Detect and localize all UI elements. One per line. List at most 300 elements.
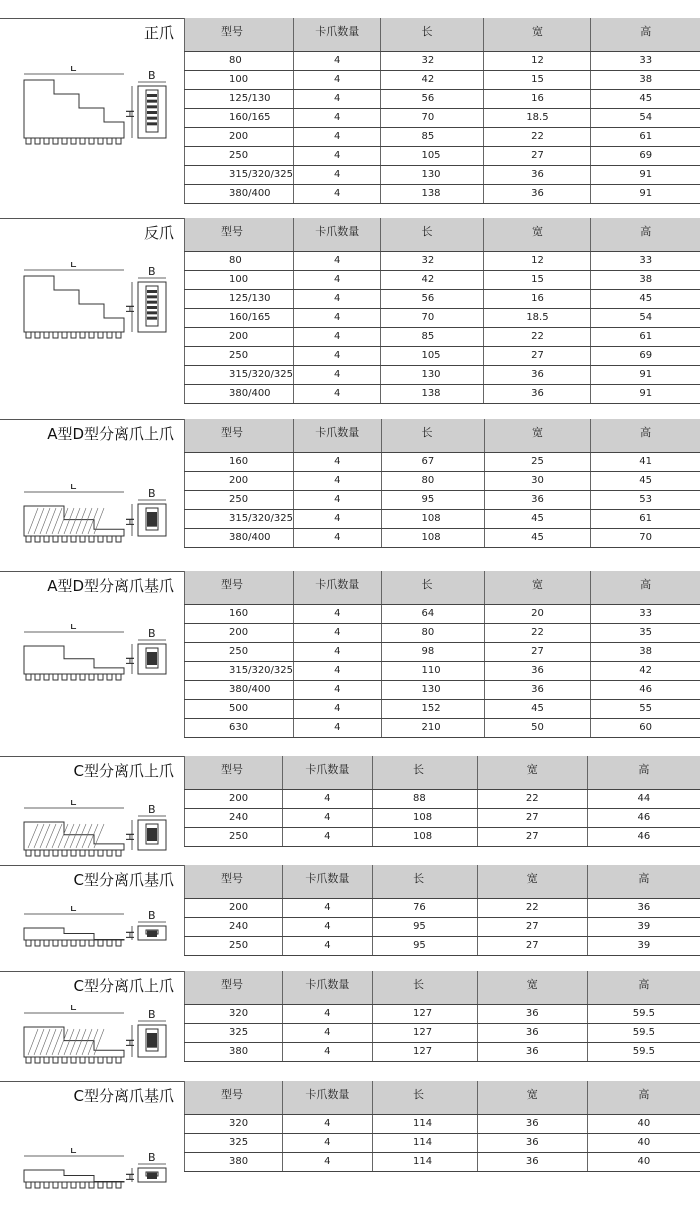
table-cell: 18.5 [484, 308, 591, 327]
table-cell: 59.5 [587, 1004, 700, 1023]
table-cell: 27 [484, 346, 591, 365]
table-cell: 36 [587, 898, 700, 917]
serration-teeth [24, 940, 121, 946]
dim-L-label: L [70, 1005, 77, 1013]
section-title: A型D型分离爪上爪 [47, 425, 174, 443]
hatch-line [76, 508, 86, 534]
table-cell: 69 [591, 346, 700, 365]
table-cell: 27 [477, 936, 587, 955]
column-header: 型号 [185, 571, 294, 604]
dim-L-label: L [70, 1148, 77, 1156]
hatch-line [70, 508, 80, 534]
table-row [185, 146, 700, 165]
table-cell: 100 [185, 270, 294, 289]
dim-L-label: L [70, 624, 77, 632]
table-header-row [185, 1081, 700, 1114]
table-cell: 320 [185, 1114, 283, 1133]
table-cell: 4 [294, 718, 382, 737]
side-view-teeth [147, 662, 157, 665]
table-cell: 138 [381, 184, 484, 203]
dim-B-label: B [148, 803, 156, 816]
table-cell: 380/400 [185, 384, 294, 403]
table-cell: 30 [484, 471, 591, 490]
table-cell: 4 [294, 661, 382, 680]
serration-teeth [24, 674, 121, 680]
spec-table [184, 865, 700, 956]
table-cell: 4 [282, 1004, 372, 1023]
table-cell: 91 [591, 184, 700, 203]
hatch-line [64, 1029, 74, 1055]
table-cell: 380 [185, 1042, 283, 1061]
dim-H-label: H [124, 304, 137, 313]
side-view-teeth [147, 524, 157, 527]
table-row [185, 270, 700, 289]
table-cell: 4 [294, 184, 381, 203]
table-cell: 200 [185, 327, 294, 346]
table-cell: 27 [477, 808, 587, 827]
table-header-row [185, 756, 700, 789]
table-cell: 108 [381, 509, 484, 528]
hatch-line [88, 824, 98, 848]
table-cell: 91 [591, 365, 700, 384]
table-row [185, 661, 700, 680]
table-cell: 4 [282, 1042, 372, 1061]
table-cell: 500 [185, 699, 294, 718]
table-cell: 4 [282, 1133, 372, 1152]
jaw-body-outline [24, 276, 124, 332]
serration-teeth [24, 1057, 121, 1063]
table-cell: 95 [373, 936, 478, 955]
dim-H-label: H [124, 517, 137, 526]
dim-H-label: H [124, 832, 137, 841]
table-row [185, 165, 700, 184]
table-cell: 36 [484, 184, 591, 203]
table-cell: 36 [484, 661, 591, 680]
hatch-line [76, 824, 86, 848]
table-cell: 4 [294, 289, 381, 308]
column-header: 长 [381, 218, 484, 251]
table-row [185, 51, 700, 70]
table-cell: 44 [587, 789, 700, 808]
table-cell: 380 [185, 1152, 283, 1171]
column-header: 型号 [185, 218, 294, 251]
table-cell: 325 [185, 1133, 283, 1152]
dim-H-label: H [124, 930, 137, 939]
hatch-line [94, 824, 104, 848]
table-row [185, 184, 700, 203]
spec-table [184, 218, 700, 404]
table-cell: 315/320/325 [185, 661, 294, 680]
table-cell: 16 [484, 89, 591, 108]
jaw-body-outline [24, 928, 124, 940]
table-cell: 4 [282, 1114, 372, 1133]
column-header: 宽 [477, 1081, 587, 1114]
table-row [185, 452, 700, 471]
table-cell: 4 [294, 165, 381, 184]
table-row [185, 827, 700, 846]
serration-teeth [24, 536, 121, 542]
table-cell: 36 [484, 680, 591, 699]
hatch-line [28, 824, 38, 848]
column-header: 长 [381, 419, 484, 452]
hatch-line [28, 508, 38, 534]
table-cell: 4 [294, 127, 381, 146]
table-row [185, 604, 700, 623]
column-header: 高 [591, 218, 700, 251]
table-cell: 45 [591, 289, 700, 308]
column-header: 型号 [185, 865, 283, 898]
side-view-teeth [147, 117, 157, 120]
hatch-line [46, 1029, 56, 1055]
table-cell: 22 [484, 127, 591, 146]
hatch-line [52, 1029, 62, 1055]
table-cell: 56 [381, 89, 484, 108]
table-cell: 130 [381, 165, 484, 184]
table-cell: 18.5 [484, 108, 591, 127]
column-header: 长 [373, 865, 478, 898]
table-header-row [185, 571, 700, 604]
dim-B-label: B [148, 909, 156, 922]
table-cell: 45 [484, 509, 591, 528]
column-header: 型号 [185, 756, 283, 789]
section-title: 反爪 [143, 224, 174, 242]
side-view-teeth [147, 301, 157, 304]
table-cell: 36 [484, 165, 591, 184]
table-cell: 250 [185, 827, 283, 846]
column-header: 长 [373, 971, 478, 1004]
table-cell: 12 [484, 51, 591, 70]
table-cell: 40 [587, 1133, 700, 1152]
dim-L-label: L [70, 262, 77, 270]
table-cell: 114 [373, 1114, 478, 1133]
table-cell: 4 [294, 365, 381, 384]
table-cell: 22 [484, 327, 591, 346]
table-cell: 4 [294, 680, 382, 699]
table-cell: 95 [381, 490, 484, 509]
table-cell: 100 [185, 70, 294, 89]
dim-B-label: B [148, 265, 156, 278]
table-cell: 108 [373, 808, 478, 827]
jaw-drawing [24, 1148, 166, 1188]
jaw-drawing [24, 66, 166, 144]
table-cell: 88 [373, 789, 478, 808]
jaw-drawing [24, 262, 166, 338]
table-row [185, 127, 700, 146]
table-cell: 27 [484, 146, 591, 165]
table-cell: 38 [591, 270, 700, 289]
table-cell: 110 [381, 661, 484, 680]
hatch-line [82, 1029, 92, 1055]
dim-L-label: L [70, 800, 77, 808]
jaw-drawing [24, 624, 166, 680]
table-cell: 16 [484, 289, 591, 308]
table-cell: 160 [185, 604, 294, 623]
table-header-row [185, 865, 700, 898]
table-cell: 108 [373, 827, 478, 846]
side-view-teeth [147, 94, 157, 97]
column-header: 宽 [477, 756, 587, 789]
jaw-body-outline [24, 1170, 124, 1182]
spec-table [184, 971, 700, 1062]
table-cell: 200 [185, 789, 283, 808]
column-header: 高 [587, 756, 700, 789]
hatch-line [64, 508, 74, 534]
table-cell: 54 [591, 108, 700, 127]
table-row [185, 365, 700, 384]
jaw-drawing [24, 800, 166, 856]
section-title: A型D型分离爪基爪 [47, 577, 174, 595]
table-cell: 4 [294, 89, 381, 108]
table-cell: 80 [185, 251, 294, 270]
spec-table [184, 1081, 700, 1172]
table-cell: 45 [591, 89, 700, 108]
hatch-line [58, 1029, 68, 1055]
table-cell: 32 [381, 51, 484, 70]
table-cell: 46 [587, 808, 700, 827]
hatch-line [70, 1029, 80, 1055]
table-cell: 4 [294, 490, 382, 509]
table-cell: 380/400 [185, 528, 294, 547]
hatch-line [82, 824, 92, 848]
spec-table [184, 419, 700, 548]
serration-teeth [24, 1182, 121, 1188]
hatch-line [70, 824, 80, 848]
hatch-line [28, 1029, 38, 1055]
table-cell: 33 [591, 51, 700, 70]
hatch-line [34, 1029, 44, 1055]
table-cell: 36 [484, 490, 591, 509]
column-header: 卡爪数量 [282, 1081, 372, 1114]
column-header: 卡爪数量 [282, 971, 372, 1004]
table-cell: 4 [294, 452, 382, 471]
table-cell: 40 [587, 1152, 700, 1171]
column-header: 宽 [484, 571, 591, 604]
jaw-drawing [24, 484, 166, 542]
dim-L-label: L [70, 484, 77, 492]
table-cell: 4 [282, 917, 372, 936]
table-cell: 33 [591, 251, 700, 270]
table-cell: 380/400 [185, 680, 294, 699]
column-header: 高 [587, 971, 700, 1004]
table-cell: 67 [381, 452, 484, 471]
table-cell: 55 [591, 699, 700, 718]
table-row [185, 471, 700, 490]
table-cell: 4 [294, 471, 382, 490]
table-cell: 4 [294, 384, 381, 403]
table-row [185, 1023, 700, 1042]
table-cell: 4 [282, 808, 372, 827]
table-cell: 114 [373, 1133, 478, 1152]
table-cell: 15 [484, 270, 591, 289]
table-cell: 250 [185, 146, 294, 165]
column-header: 长 [373, 756, 478, 789]
table-cell: 4 [294, 528, 382, 547]
table-cell: 4 [282, 827, 372, 846]
table-cell: 80 [381, 471, 484, 490]
table-cell: 76 [373, 898, 478, 917]
table-cell: 33 [591, 604, 700, 623]
table-row [185, 528, 700, 547]
table-row [185, 1114, 700, 1133]
jaw-figure [4, 624, 182, 690]
section-title: 正爪 [143, 24, 174, 42]
table-cell: 12 [484, 251, 591, 270]
table-cell: 32 [381, 251, 484, 270]
table-cell: 315/320/325 [185, 509, 294, 528]
column-header: 长 [381, 571, 484, 604]
table-cell: 38 [591, 70, 700, 89]
table-row [185, 89, 700, 108]
hatch-line [40, 1029, 50, 1055]
table-row [185, 308, 700, 327]
table-cell: 50 [484, 718, 591, 737]
table-row [185, 346, 700, 365]
spec-table [184, 756, 700, 847]
serration-teeth [24, 332, 121, 338]
table-row [185, 509, 700, 528]
table-cell: 4 [294, 699, 382, 718]
table-cell: 105 [381, 146, 484, 165]
column-header: 高 [587, 1081, 700, 1114]
side-view-teeth [147, 1173, 157, 1176]
dim-L-label: L [70, 906, 77, 914]
table-row [185, 1042, 700, 1061]
table-cell: 70 [591, 528, 700, 547]
table-cell: 39 [587, 936, 700, 955]
table-cell: 45 [591, 471, 700, 490]
table-cell: 22 [477, 898, 587, 917]
table-cell: 250 [185, 490, 294, 509]
side-view-teeth [147, 111, 157, 114]
table-cell: 4 [294, 146, 381, 165]
side-view-teeth [147, 317, 157, 320]
table-cell: 125/130 [185, 89, 294, 108]
jaw-figure [4, 1148, 182, 1198]
hatch-line [94, 508, 104, 534]
table-cell: 105 [381, 346, 484, 365]
column-header: 高 [591, 571, 700, 604]
column-header: 卡爪数量 [294, 218, 381, 251]
table-cell: 95 [373, 917, 478, 936]
table-cell: 240 [185, 808, 283, 827]
table-cell: 160 [185, 452, 294, 471]
table-cell: 114 [373, 1152, 478, 1171]
table-cell: 61 [591, 509, 700, 528]
hatch-line [82, 508, 92, 534]
table-cell: 4 [294, 70, 381, 89]
table-cell: 80 [185, 51, 294, 70]
table-cell: 4 [282, 1023, 372, 1042]
table-cell: 91 [591, 165, 700, 184]
table-cell: 138 [381, 384, 484, 403]
table-cell: 4 [294, 327, 381, 346]
table-cell: 35 [591, 623, 700, 642]
table-row [185, 490, 700, 509]
table-header-row [185, 18, 700, 51]
column-header: 宽 [477, 865, 587, 898]
serration-teeth [24, 850, 121, 856]
table-cell: 27 [477, 827, 587, 846]
spec-table [184, 18, 700, 204]
table-cell: 315/320/325 [185, 365, 294, 384]
dim-B-label: B [148, 69, 156, 82]
table-cell: 4 [294, 642, 382, 661]
column-header: 高 [587, 865, 700, 898]
table-cell: 4 [294, 251, 381, 270]
table-cell: 320 [185, 1004, 283, 1023]
column-header: 宽 [484, 18, 591, 51]
hatch-line [64, 824, 74, 848]
table-cell: 38 [591, 642, 700, 661]
table-row [185, 680, 700, 699]
hatch-line [46, 824, 56, 848]
dim-H-label: H [124, 656, 137, 665]
table-cell: 4 [294, 108, 381, 127]
table-row [185, 699, 700, 718]
table-header-row [185, 971, 700, 1004]
table-cell: 60 [591, 718, 700, 737]
side-view-teeth [147, 311, 157, 314]
table-cell: 56 [381, 289, 484, 308]
table-cell: 46 [591, 680, 700, 699]
table-row [185, 289, 700, 308]
dim-L-label: L [70, 66, 77, 74]
side-view-teeth [147, 838, 157, 841]
table-cell: 36 [477, 1133, 587, 1152]
table-cell: 70 [381, 108, 484, 127]
hatch-line [46, 508, 56, 534]
hatch-line [58, 508, 68, 534]
table-cell: 53 [591, 490, 700, 509]
column-header: 卡爪数量 [282, 865, 372, 898]
table-cell: 160/165 [185, 108, 294, 127]
table-cell: 4 [294, 623, 382, 642]
hatch-line [52, 508, 62, 534]
table-cell: 36 [484, 365, 591, 384]
table-row [185, 789, 700, 808]
column-header: 型号 [185, 971, 283, 1004]
table-cell: 4 [294, 509, 382, 528]
table-cell: 4 [294, 308, 381, 327]
column-header: 宽 [477, 971, 587, 1004]
table-cell: 4 [282, 1152, 372, 1171]
table-cell: 4 [294, 604, 382, 623]
side-view-teeth [147, 295, 157, 298]
column-header: 宽 [484, 419, 591, 452]
side-view-teeth [147, 100, 157, 103]
hatch-line [94, 1029, 104, 1055]
side-view-teeth [147, 931, 157, 934]
table-row [185, 1133, 700, 1152]
table-cell: 36 [477, 1023, 587, 1042]
table-row [185, 936, 700, 955]
table-row [185, 917, 700, 936]
jaw-figure [4, 262, 182, 348]
table-row [185, 108, 700, 127]
table-cell: 25 [484, 452, 591, 471]
table-cell: 630 [185, 718, 294, 737]
table-cell: 160/165 [185, 308, 294, 327]
table-cell: 36 [477, 1114, 587, 1133]
table-cell: 22 [484, 623, 591, 642]
table-cell: 42 [591, 661, 700, 680]
table-cell: 41 [591, 452, 700, 471]
table-row [185, 808, 700, 827]
table-cell: 61 [591, 327, 700, 346]
table-cell: 4 [294, 270, 381, 289]
table-row [185, 327, 700, 346]
table-cell: 36 [477, 1152, 587, 1171]
